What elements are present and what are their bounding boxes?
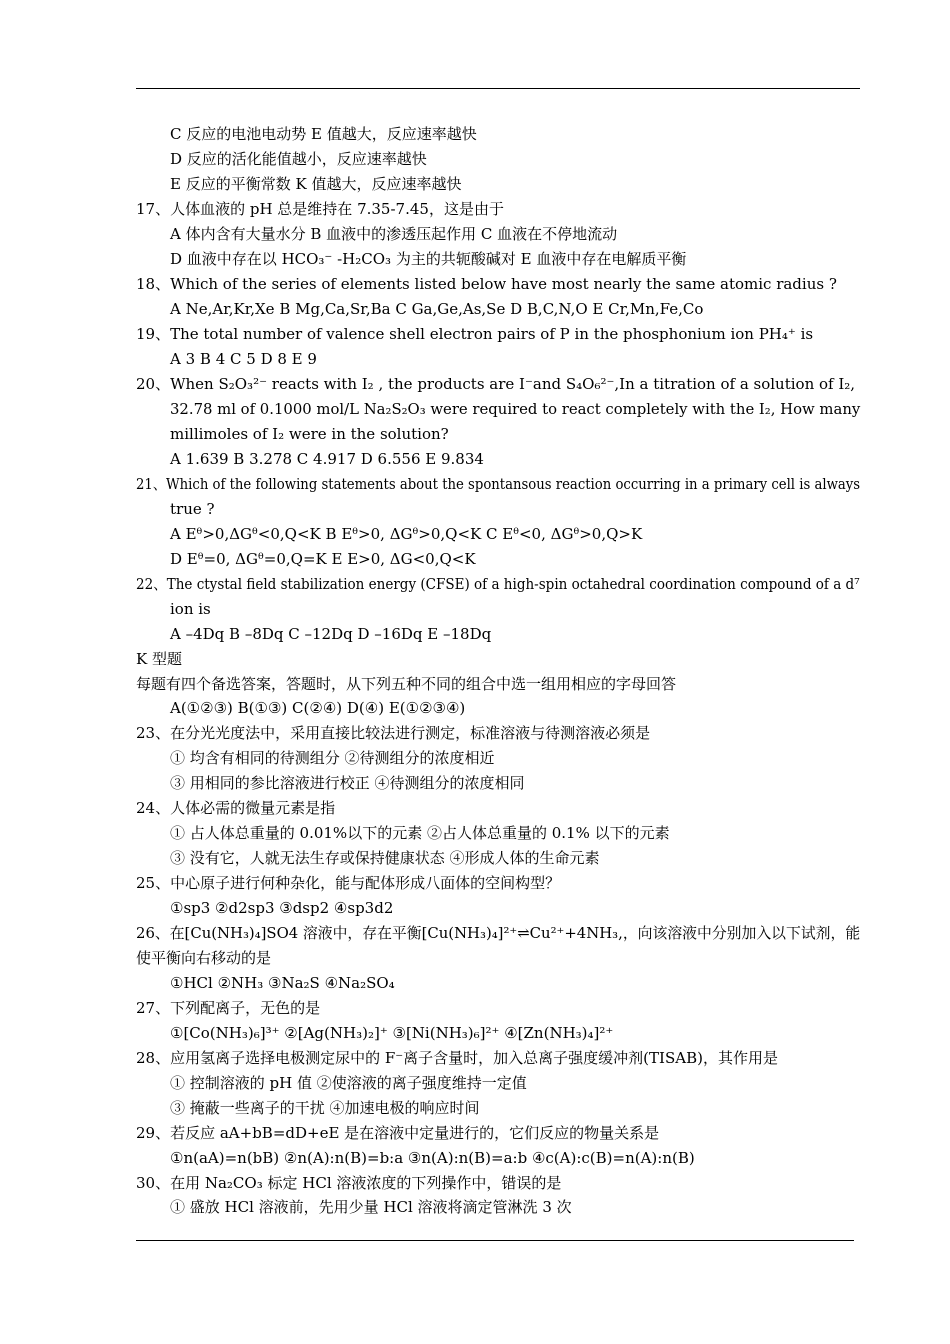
section-heading: K 型题 <box>136 650 182 668</box>
question-line: ① 占人体总重量的 0.01%以下的元素 ②占人体总重量的 0.1% 以下的元素 <box>170 824 670 842</box>
question-line: ①[Co(NH₃)₆]³⁺ ②[Ag(NH₃)₂]⁺ ③[Ni(NH₃)₆]²⁺ ④[Zn(NH₃)₄]²⁺ <box>170 1024 614 1042</box>
footer-rule <box>136 1240 854 1241</box>
section-instructions: 每题有四个备选答案，答题时，从下列五种不同的组合中选一组用相应的字母回答 <box>136 675 677 693</box>
question-line: ①HCl ②NH₃ ③Na₂S ④Na₂SO₄ <box>170 974 395 992</box>
question-line: D Eᶿ=0, ΔGᶿ=0,Q=K E E>0, ΔG<0,Q<K <box>170 550 476 568</box>
question-line: 23、在分光光度法中，采用直接比较法进行测定，标准溶液与待测溶液必须是 <box>136 724 651 742</box>
question-line: ③ 没有它，人就无法生存或保持健康状态 ④形成人体的生命元素 <box>170 849 600 867</box>
question-line: 20、When S₂O₃²⁻ reacts with I₂ , the products are I⁻and S₄O₆²⁻,In a titration of a solution of I₂, <box>136 375 856 393</box>
question-line: 18、Which of the series of elements listed below have most nearly the same atomic radius ? <box>136 275 837 293</box>
question-line: 26、在[Cu(NH₃)₄]SO4 溶液中，存在平衡[Cu(NH₃)₄]²⁺⇌Cu²⁺+4NH₃,，向该溶液中分别加入以下试剂，能 <box>136 924 861 942</box>
question-line: 17、人体血液的 pH 总是维持在 7.35-7.45，这是由于 <box>136 200 504 218</box>
question-line: A 体内含有大量水分 B 血液中的渗透压起作用 C 血液在不停地流动 <box>170 225 618 243</box>
question-line: 19、The total number of valence shell electron pairs of P in the phosphonium ion PH₄⁺ is <box>136 325 814 343</box>
question-line: 22、The ctystal field stabilization energy (CFSE) of a high-spin octahedral coordination compound of a d⁷ <box>136 575 860 593</box>
header-rule <box>136 88 860 89</box>
question-line: 使平衡向右移动的是 <box>136 949 272 967</box>
question-line: A Eᶿ>0,ΔGᶿ<0,Q<K B Eᶿ>0, ΔGᶿ>0,Q<K C Eᶿ<0, ΔGᶿ>0,Q>K <box>170 525 643 543</box>
question-line: A 1.639 B 3.278 C 4.917 D 6.556 E 9.834 <box>170 450 484 468</box>
question-line: 25、中心原子进行何种杂化，能与配体形成八面体的空间构型？ <box>136 874 561 892</box>
question-line: ① 均含有相同的待测组分 ②待测组分的浓度相近 <box>170 749 495 767</box>
question-line: ①n(aA)=n(bB) ②n(A):n(B)=b:a ③n(A):n(B)=a:b ④c(A):c(B)=n(A):n(B) <box>170 1149 695 1167</box>
question-line: A Ne,Ar,Kr,Xe B Mg,Ca,Sr,Ba C Ga,Ge,As,Se D B,C,N,O E Cr,Mn,Fe,Co <box>170 300 704 318</box>
question-line: A –4Dq B –8Dq C –12Dq D –16Dq E –18Dq <box>170 625 492 643</box>
question-line: D 反应的活化能值越小，反应速率越快 <box>170 150 427 168</box>
question-line: 28、应用氢离子选择电极测定尿中的 F⁻离子含量时，加入总离子强度缓冲剂(TISAB)，其作用是 <box>136 1049 778 1067</box>
question-line: true ? <box>170 500 215 518</box>
question-line: millimoles of I₂ were in the solution? <box>170 425 449 443</box>
question-line: 32.78 ml of 0.1000 mol/L Na₂S₂O₃ were required to react completely with the I₂, How many <box>170 400 861 418</box>
question-line: A 3 B 4 C 5 D 8 E 9 <box>170 350 317 368</box>
question-line: 27、下列配离子，无色的是 <box>136 999 321 1017</box>
question-line: 21、Which of the following statements about the spontansous reaction occurring in a primary cell is always <box>136 475 861 493</box>
question-line: ①sp3 ②d2sp3 ③dsp2 ④sp3d2 <box>170 899 394 917</box>
question-line: 29、若反应 aA+bB=dD+eE 是在溶液中定量进行的，它们反应的物量关系是 <box>136 1124 660 1142</box>
question-line: 24、人体必需的微量元素是指 <box>136 799 336 817</box>
question-line: ③ 掩蔽一些离子的干扰 ④加速电极的响应时间 <box>170 1099 480 1117</box>
question-line: E 反应的平衡常数 K 值越大，反应速率越快 <box>170 175 462 193</box>
question-line: 30、在用 Na₂CO₃ 标定 HCl 溶液浓度的下列操作中，错误的是 <box>136 1174 562 1192</box>
question-line: D 血液中存在以 HCO₃⁻ -H₂CO₃ 为主的共轭酸碱对 E 血液中存在电解质平衡 <box>170 250 687 268</box>
question-line: ① 控制溶液的 pH 值 ②使溶液的离子强度维持一定值 <box>170 1074 527 1092</box>
question-line: ion is <box>170 600 211 618</box>
question-line: ① 盛放 HCl 溶液前，先用少量 HCl 溶液将滴定管淋洗 3 次 <box>170 1198 572 1216</box>
question-line: C 反应的电池电动势 E 值越大，反应速率越快 <box>170 125 477 143</box>
question-line: ③ 用相同的参比溶液进行校正 ④待测组分的浓度相同 <box>170 774 525 792</box>
answer-key-options: A(①②③) B(①③) C(②④) D(④) E(①②③④) <box>170 699 466 717</box>
